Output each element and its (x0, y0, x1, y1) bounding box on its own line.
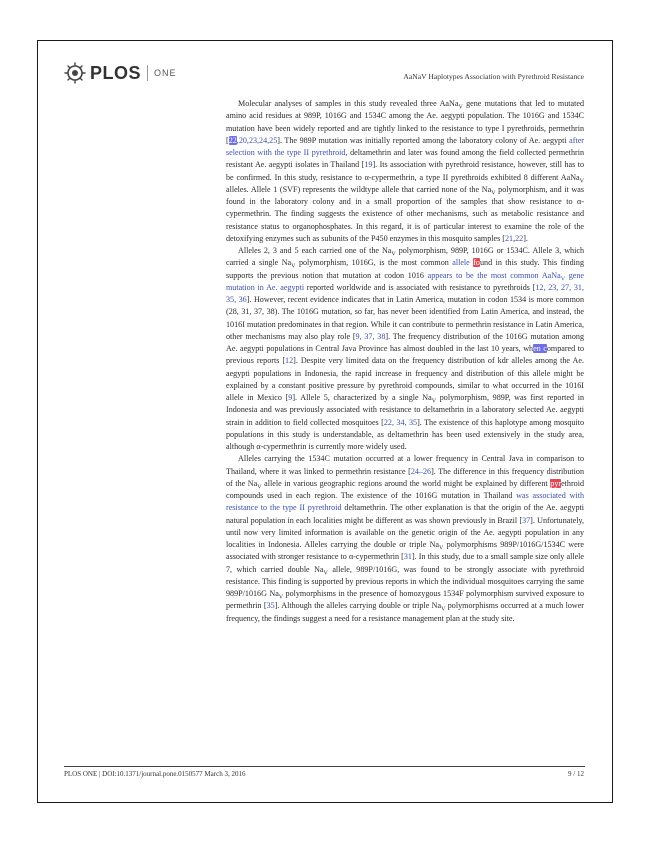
text-run: ]. Allele 5, characterized by a single Na (292, 393, 432, 402)
highlight-annotation: fo (473, 258, 480, 268)
text-run: ]. The existence of this haplotype among mosquito populations in this study is understandable, as deltamethrin has been used extensively in the study area, although α-cypermethrin is currently more widely used. (226, 417, 585, 451)
text-run: ]. The 989P mutation was initially reported among the laboratory colony of Ae. aegypti (277, 135, 570, 145)
text-run: ethroid compounds used in each region. The existence of the 1016G mutation in Thailand (226, 478, 584, 500)
footer-citation[interactable]: PLOS ONE | DOI:10.1371/journal.pone.0150577 March 3, 2016 (64, 770, 246, 778)
citation-link[interactable]: appears to be the most common AaNa (427, 270, 561, 280)
citation-link[interactable]: was associated with resistance to the type II pyrethroid (226, 491, 584, 513)
text-run: ]. Unfortunately, until now very limited information is available on the genetic origin of the Ae. aegypti population in any localities in Indonesia. Alleles carrying the double or triple Na (226, 515, 585, 549)
text-run: ]. Its association with pyrethroid resistance, however, still has to be confirmed. In this study, resistance to α-cypermethrin, a type II pyrethroids exhibited 8 different AaNa (226, 160, 584, 182)
text-run: gene mutations that led to mutated amino acid residues at 989P, 1016G and 1534C among the Ae. aegypti population. The 1016G and 1534C mutation have been widely reported and are tightly linked to the resistance to type I pyrethroids, permethrin [ (226, 99, 584, 145)
footer-rule (64, 766, 585, 767)
citation-link[interactable]: 12 (285, 356, 294, 366)
text-run: deltamethrin. The other explanation is that the origin of the Ae. aegypti natural population in each localities might be different as was shown previously in Brazil [ (226, 503, 584, 525)
citation-link[interactable]: 12, 23, 27, 31, 35, 36 (226, 282, 584, 304)
logo-divider (147, 65, 148, 81)
citation-link[interactable]: 9 (288, 393, 293, 402)
subscript: V (391, 251, 396, 258)
text-run: allele, 989P/1016G, was found to be strongly associate with pyrethroid resistance. This finding is supported by previous reports in which the individual mosquitoes carrying the same 989P/1016G Na (226, 564, 584, 598)
text-run: alleles. Allele 1 (SVF) represents the wildtype allele that carried none of the Na (226, 184, 492, 194)
body-paragraph (226, 245, 584, 453)
article-body (226, 98, 584, 625)
subscript: V (291, 263, 296, 270)
text-run: Alleles carrying the 1534C mutation occurred at a lower frequency in Central Java in comparison to Thailand, where it was linked to permethrin resistance [ (226, 454, 584, 476)
subscript: V (278, 594, 284, 601)
citation-link[interactable]: allele (452, 258, 470, 268)
highlight-annotation: 22 (228, 135, 237, 145)
text-run: polymorphism, 1016G, is the most common (295, 258, 453, 268)
running-title: AaNaV Haplotypes Association with Pyrethroid Resistance (403, 72, 584, 81)
citation-link[interactable]: 9, 37, 38 (355, 331, 386, 341)
citation-link[interactable]: 21 (504, 233, 514, 243)
text-run: ]. Despite very limited data on the frequency distribution of kdr alleles among the Ae. aegypti populations in Indonesia, the rapid increase in frequency and distribution of this allele might be explained by a constant positive pressure by pyrethroid compounds, similar to what occurred in the 1016I allele in Mexico [ (226, 356, 585, 402)
text-run: reported worldwide and is associated with resistance to pyrethroids [ (304, 282, 536, 292)
text-run: Alleles 2, 3 and 5 each carried one of the Na (238, 246, 392, 255)
text-run: ]. (523, 233, 528, 243)
citation-link[interactable]: 37 (522, 515, 531, 525)
citation-link[interactable]: 35 (266, 601, 275, 611)
text-run: polymorphism, and it was found in the laboratory colony and in a small proportion of the samples that show resistance to α- cypermethrin. The finding suggests the existence of other mechanisms, such as metabolic resistance and resistance status to organophosphates. In this regard, it is of particular interest to examine the role of the detoxifying enzymes such as subunits of the P450 enzymes in this mosquito samples [ (226, 184, 584, 243)
body-paragraph (226, 453, 584, 625)
citation-link[interactable]: 22 (515, 233, 524, 243)
citation-link[interactable]: gene mutation in Ae. aegypti (226, 270, 584, 292)
citation-link[interactable]: 24–26 (410, 466, 432, 476)
page-number: 9 / 12 (568, 770, 584, 778)
text-run: ]. The frequency distribution of the 1016G mutation among Ae. aegypti populations in Central Java Province has almost doubled in the last 10 years, wh (226, 331, 584, 353)
text-run: ]. In this study, due to a small sample size only allele 7, which carried double Na (226, 552, 585, 574)
subscript: V (458, 104, 463, 111)
citation-link[interactable]: ,20,23,24,25 (236, 135, 278, 145)
plos-logo (64, 60, 177, 86)
highlight-annotation: en c (533, 344, 547, 353)
subscript: V (257, 484, 262, 491)
text-run: , deltamethrin and later was found among the field collected permethrin resistant Ae. aegypti isolates in Thailand [ (226, 148, 585, 170)
highlight-annotation: pyr (550, 478, 562, 488)
citation-link[interactable]: after selection with the type II pyrethroid (226, 135, 584, 157)
subscript: V (439, 545, 444, 552)
subscript: V (431, 398, 437, 405)
body-paragraph (226, 98, 584, 245)
text-run: ]. However, recent evidence indicates that in Latin America, mutation in codon 1534 is more common (28, 31, 37, 38). The 1016G mutation, so far, has never been identified from Latin America, and instead, the 1016I mutation predominates in that region. While it can contribute to permethrin resistance in Latin America, other mechanisms may also play role [ (226, 295, 584, 341)
text-run: , (513, 233, 516, 243)
citation-link[interactable]: 22, 34, 35 (383, 417, 418, 427)
journal-name: ONE (154, 68, 177, 78)
text-run: polymorphisms occurred at a much lower frequency, the findings suggest a need for a resistance management plan at the study site. (226, 601, 584, 623)
subscript: V (491, 190, 496, 197)
text-run: allele in various geographic regions around the world might be explained by different (261, 478, 551, 488)
subscript: V (441, 606, 446, 613)
citation-link[interactable]: 31 (403, 552, 412, 562)
text-run: ]. Although the alleles carrying double or triple Na (274, 601, 442, 611)
text-run: ]. The difference in this frequency distribution of the Na (226, 466, 584, 488)
text-run: ompared to previous reports [ (226, 344, 584, 366)
citation-link[interactable]: 19 (364, 160, 373, 170)
subscript[interactable]: V (560, 276, 566, 283)
text-run: polymorphisms in the presence of homozygous 1534F polymorphism survived exposure to permethrin [ (226, 589, 584, 611)
text-run: polymorphisms 989P/1016G/1534C were associated with stronger resistance to α-cypermethrin [ (226, 540, 585, 562)
subscript: V (579, 178, 584, 185)
text-run: und in this study. This finding supports the previous notion that mutation at codon 1016 (226, 258, 584, 280)
plos-globe-icon (64, 62, 86, 84)
text-run: polymorphism, 989P, 1016G or 1534C. Allele 3, which carried a single Na (226, 246, 584, 268)
plos-wordmark: PLOS (90, 62, 142, 83)
text-run: polymorphism, 989P, was first reported in Indonesia and was previously associated with resistance to deltamethrin in a laboratory selected Ae. aegypti strain in addition to field collected mosquitoes [ (226, 393, 585, 427)
text-run: Molecular analyses of samples in this study revealed three AaNa (238, 99, 459, 108)
subscript: V (323, 570, 328, 577)
